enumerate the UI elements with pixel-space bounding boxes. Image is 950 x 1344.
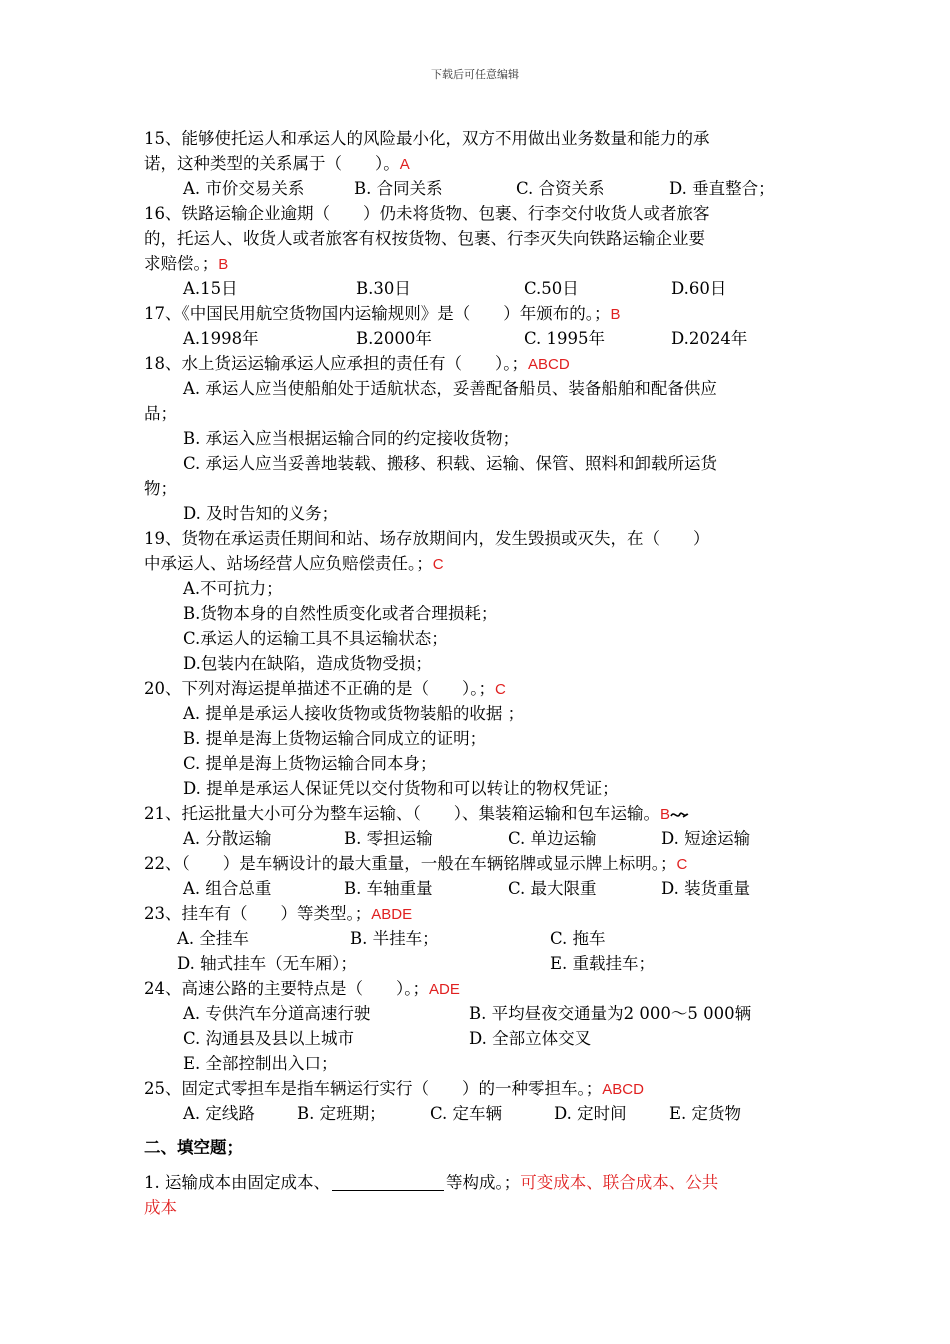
question-15-line-2: 诺，这种类型的关系属于（ ）。A	[144, 154, 410, 173]
option-a-line-1: A. 承运人应当使船舶处于适航状态，妥善配备船员、装备船舶和配备供应	[183, 379, 717, 398]
question-18-line-1: 18、水上货运运输承运人应承担的责任有（ ）。；ABCD	[144, 354, 570, 373]
option-e: E. 重载挂车；	[550, 954, 656, 973]
question-23-options-row-1	[144, 926, 814, 951]
answer-22: C	[676, 856, 688, 873]
answer-19: C	[432, 556, 444, 573]
option-a: A.不可抗力；	[183, 579, 283, 598]
option-c: C.承运人的运输工具不具运输状态；	[183, 629, 448, 648]
option-b: B. 零担运输	[344, 829, 433, 848]
answer-24: ADE	[429, 981, 460, 998]
question-16-line-2: 的，托运人、收货人或者旅客有权按货物、包裹、行李灭失向铁路运输企业要	[144, 229, 705, 248]
option-c: C. 合资关系	[516, 179, 605, 198]
option-a: A. 组合总重	[183, 879, 272, 898]
option-b: B. 车轴重量	[344, 879, 433, 898]
answer-17: B	[610, 306, 621, 323]
fill-question-1: 1. 运输成本由固定成本、 等构成。；可变成本、联合成本、公共	[144, 1173, 719, 1192]
option-a: A. 定线路	[183, 1104, 255, 1123]
option-c: C. 最大限重	[508, 879, 597, 898]
option-b: B. 定班期；	[297, 1104, 386, 1123]
question-15-line-1: 15、能够使托运人和承运人的风险最小化，双方不用做出业务数量和能力的承	[144, 129, 710, 148]
option-c: C. 1995年	[524, 329, 606, 348]
answer-16: B	[218, 256, 229, 273]
document-body	[144, 126, 814, 1220]
option-d: D. 垂直整合；	[669, 179, 775, 198]
answer-21: B	[660, 806, 671, 823]
option-c-line-1: C. 承运人应当妥善地装载、搬移、积载、运输、保管、照料和卸载所运货	[183, 454, 718, 473]
option-c: C. 提单是海上货物运输合同本身；	[183, 754, 437, 773]
option-b: B. 承运入应当根据运输合同的约定接收货物；	[183, 429, 520, 448]
question-24-options-row-1	[144, 1001, 814, 1026]
answer-20: C	[495, 681, 506, 698]
question-21-line-1: 21、托运批量大小可分为整车运输、（ ）、集装箱运输和包车运输。B	[144, 801, 814, 826]
option-a: A. 专供汽车分道高速行驶	[183, 1004, 371, 1023]
option-e: E. 全部控制出入口；	[183, 1054, 338, 1073]
question-17-line-1: 17、《中国民用航空货物国内运输规则》是（ ）年颁布的。；B	[144, 304, 621, 323]
option-e: E. 定货物	[669, 1104, 742, 1123]
question-19-line-2: 中承运人、站场经营人应负赔偿责任。；C	[144, 554, 444, 573]
option-d: D.2024年	[671, 329, 748, 348]
question-15-options	[144, 176, 814, 201]
question-23-line-1: 23、挂车有（ ）等类型。；ABDE	[144, 904, 413, 923]
fill-answer-1: 可变成本、联合成本、公共	[520, 1173, 719, 1192]
option-d: D. 提单是承运人保证凭以交付货物和可以转让的物权凭证；	[183, 779, 619, 798]
option-a: A. 市价交易关系	[183, 179, 305, 198]
option-d: D.60日	[671, 279, 727, 298]
question-16-line-3: 求赔偿。；B	[144, 254, 229, 273]
option-b: B. 提单是海上货物运输合同成立的证明；	[183, 729, 487, 748]
option-c-line-2: 物；	[144, 479, 177, 498]
question-22-options	[144, 876, 814, 901]
page-header: 下载后可任意编辑	[431, 68, 519, 81]
option-b: B. 合同关系	[354, 179, 443, 198]
question-21-options	[144, 826, 814, 851]
question-20-line-1: 20、下列对海运提单描述不正确的是（ ）。；C	[144, 679, 506, 698]
fill-blank	[332, 1174, 444, 1191]
answer-18: ABCD	[528, 356, 570, 373]
option-b: B.货物本身的自然性质变化或者合理损耗；	[183, 604, 498, 623]
option-c: C. 定车辆	[430, 1104, 503, 1123]
section-heading-fill-in: 二、填空题；	[144, 1138, 243, 1157]
option-d: D.包装内在缺陷，造成货物受损；	[183, 654, 432, 673]
option-a-line-2: 品；	[144, 404, 177, 423]
option-d: D. 及时告知的义务；	[183, 504, 339, 523]
question-23-options-row-2	[144, 951, 814, 976]
question-24-line-1: 24、高速公路的主要特点是（ ）。；ADE	[144, 979, 460, 998]
option-b: B. 半挂车；	[350, 929, 439, 948]
option-a: A. 全挂车	[177, 929, 249, 948]
option-b: B. 平均昼夜交通量为2 000～5 000辆	[469, 1004, 752, 1023]
question-24-options-row-2	[144, 1026, 814, 1051]
option-c: C. 拖车	[550, 929, 606, 948]
option-b: B.30日	[356, 279, 411, 298]
option-b: B.2000年	[356, 329, 432, 348]
question-16-options	[144, 276, 814, 301]
fill-answer-1-continued: 成本	[144, 1198, 177, 1217]
option-c: C. 单边运输	[508, 829, 597, 848]
option-a: A.1998年	[183, 329, 259, 348]
question-19-line-1: 19、货物在承运责任期间和站、场存放期间内，发生毁损或灭失，在（ ）	[144, 529, 710, 548]
option-d: D. 定时间	[554, 1104, 627, 1123]
option-d: D. 短途运输	[661, 829, 751, 848]
answer-15: A	[399, 156, 410, 173]
option-a: A. 提单是承运人接收货物或货物装船的收据 ；	[183, 704, 525, 723]
option-d: D. 装货重量	[661, 879, 751, 898]
question-25-options	[144, 1101, 814, 1126]
question-16-line-1: 16、铁路运输企业逾期（ ）仍未将货物、包裹、行李交付收货人或者旅客	[144, 204, 710, 223]
answer-23: ABDE	[371, 906, 413, 923]
option-a: A. 分散运输	[183, 829, 272, 848]
question-25-line-1: 25、固定式零担车是指车辆运行实行（ ）的一种零担车。；ABCD	[144, 1079, 644, 1098]
option-d: D. 全部立体交叉	[469, 1029, 592, 1048]
scribble-mark-icon	[670, 809, 690, 821]
question-17-options	[144, 326, 814, 351]
option-a: A.15日	[183, 279, 238, 298]
option-d: D. 轴式挂车（无车厢）；	[177, 954, 357, 973]
answer-25: ABCD	[602, 1081, 644, 1098]
option-c: C. 沟通县及县以上城市	[183, 1029, 355, 1048]
option-c: C.50日	[524, 279, 579, 298]
question-22-line-1: 22、（ ）是车辆设计的最大重量，一般在车辆铭牌或显示牌上标明。；C	[144, 854, 688, 873]
